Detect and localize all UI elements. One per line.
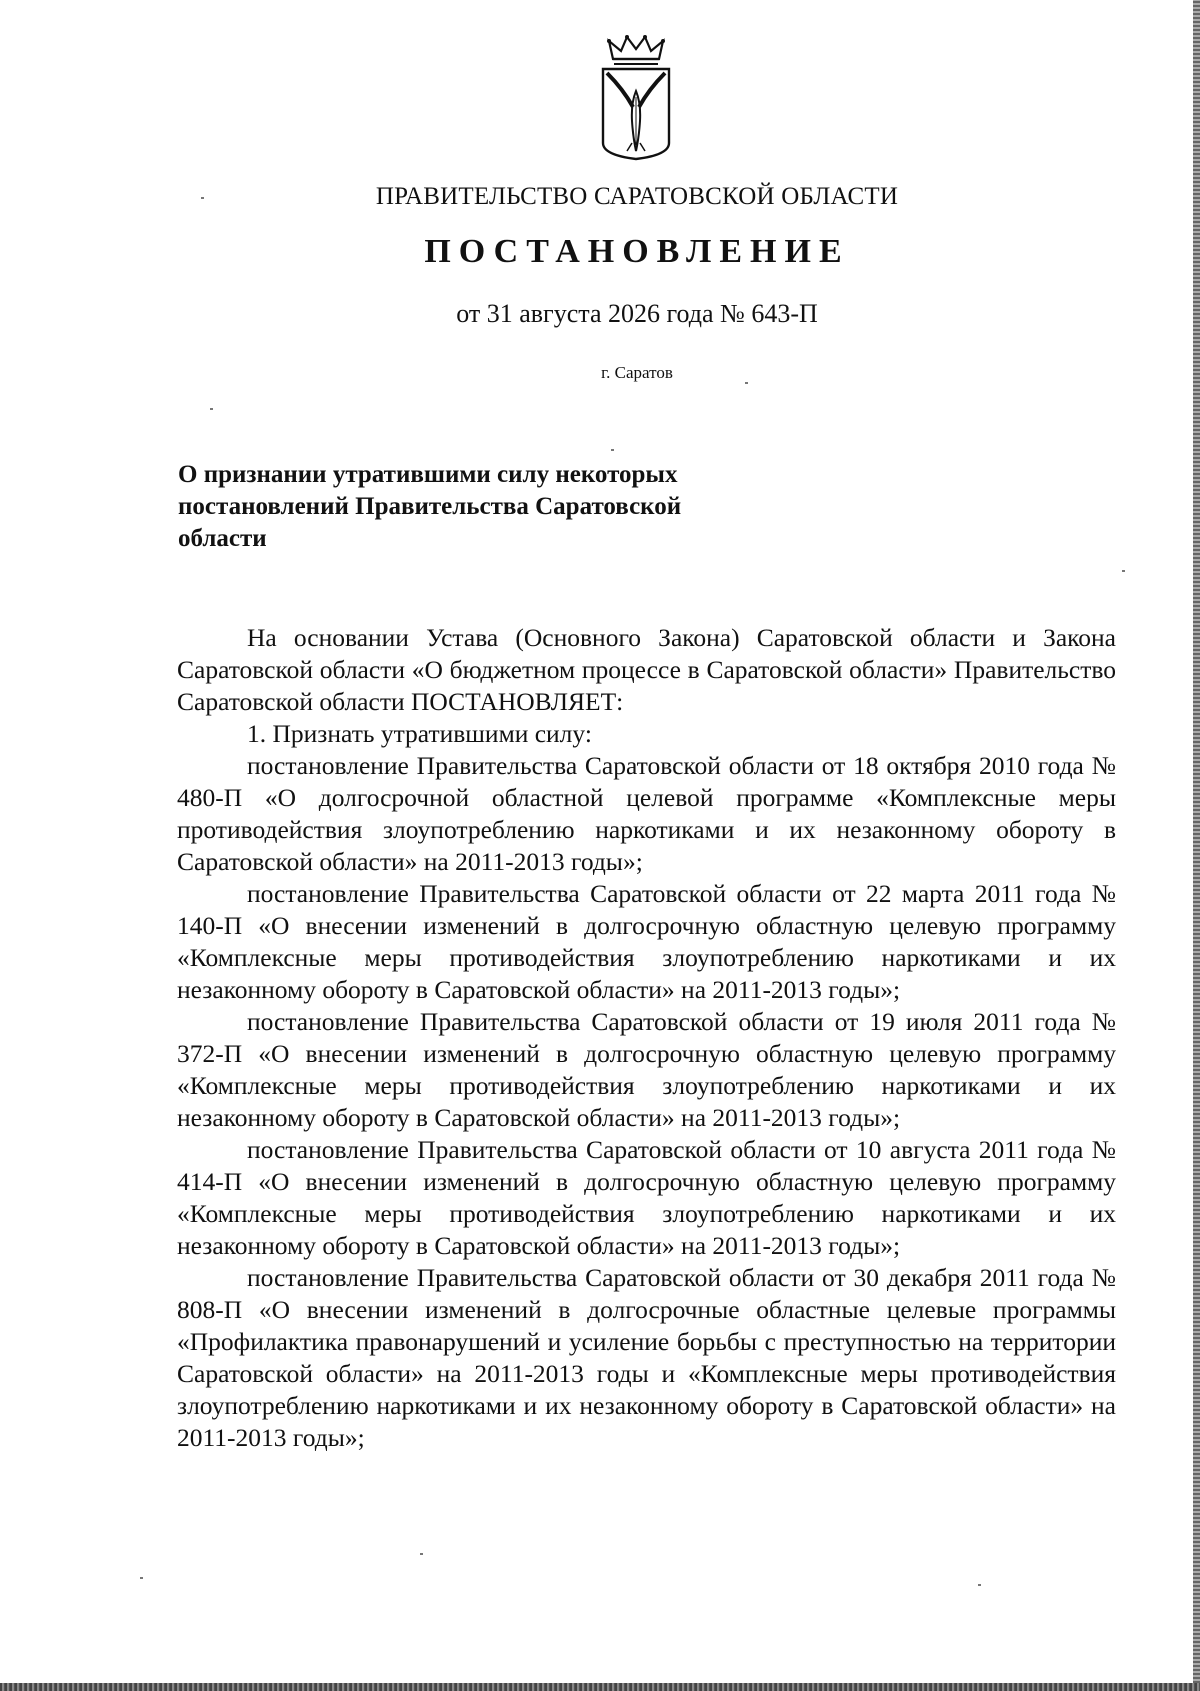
coat-of-arms-icon <box>593 33 679 161</box>
scan-bottom-edge <box>0 1683 1200 1691</box>
subject-line: области <box>178 525 267 552</box>
subject-line: О признании утратившими силу некоторых <box>178 461 678 488</box>
date-and-number: от 31 августа 2026 года № 643-П <box>456 299 818 328</box>
subject-line: постановлений Правительства Саратовской <box>178 493 682 520</box>
scan-speck <box>978 1584 981 1586</box>
body-paragraph-repealed-act: постановление Правительства Саратовской области от 22 марта 2011 года № 140-П «О внесении изменений в долгосрочную областную целевую программу «Комплексные меры противодействия злоупотреблению наркотиками и их незаконному обороту в Саратовской области» на 2011-2013 годы»; <box>177 879 1116 1004</box>
document-subject <box>178 459 778 555</box>
scan-speck <box>745 382 748 384</box>
scan-speck <box>210 408 213 410</box>
document-body <box>177 622 1116 1454</box>
body-paragraph-item-1: 1. Признать утратившими силу: <box>247 719 592 748</box>
body-paragraph-repealed-act: постановление Правительства Саратовской области от 19 июля 2011 года № 372-П «О внесении изменений в долгосрочную областную целевую программу «Комплексные меры противодействия злоупотреблению наркотиками и их незаконному обороту в Саратовской области» на 2011-2013 годы»; <box>177 1007 1116 1132</box>
document-type: ПОСТАНОВЛЕНИЕ <box>424 233 850 270</box>
scan-speck <box>201 197 204 199</box>
scan-right-edge <box>1193 0 1200 1691</box>
body-paragraph-repealed-act: постановление Правительства Саратовской области от 10 августа 2011 года № 414-П «О внесении изменений в долгосрочную областную целевую программу «Комплексные меры противодействия злоупотреблению наркотиками и их незаконному обороту в Саратовской области» на 2011-2013 годы»; <box>177 1135 1116 1260</box>
body-paragraph-preamble: На основании Устава (Основного Закона) Саратовской области и Закона Саратовской области «О бюджетном процессе в Саратовской области» Правительство Саратовской области ПОСТАНОВЛЯЕТ: <box>177 623 1116 716</box>
government-name: ПРАВИТЕЛЬСТВО САРАТОВСКОЙ ОБЛАСТИ <box>375 183 899 210</box>
scan-speck <box>1122 570 1125 572</box>
body-paragraph-repealed-act: постановление Правительства Саратовской области от 30 декабря 2011 года № 808-П «О внесении изменений в долгосрочные областные целевые программы «Профилактика правонарушений и усиление борьбы с преступностью на территории Саратовской области» на 2011-2013 годы и «Комплексные меры противодействия злоупотреблению наркотиками и их незаконному обороту в Саратовской области» на 2011-2013 годы»; <box>177 1263 1116 1452</box>
scan-speck <box>140 1577 143 1579</box>
scan-speck <box>611 449 614 451</box>
body-paragraph-repealed-act: постановление Правительства Саратовской области от 18 октября 2010 года № 480-П «О долгосрочной областной целевой программе «Комплексные меры противодействия злоупотреблению наркотиками и их незаконному обороту в Саратовской области» на 2011-2013 годы»; <box>177 751 1116 876</box>
scan-speck <box>420 1553 423 1555</box>
city: г. Саратов <box>601 363 673 382</box>
